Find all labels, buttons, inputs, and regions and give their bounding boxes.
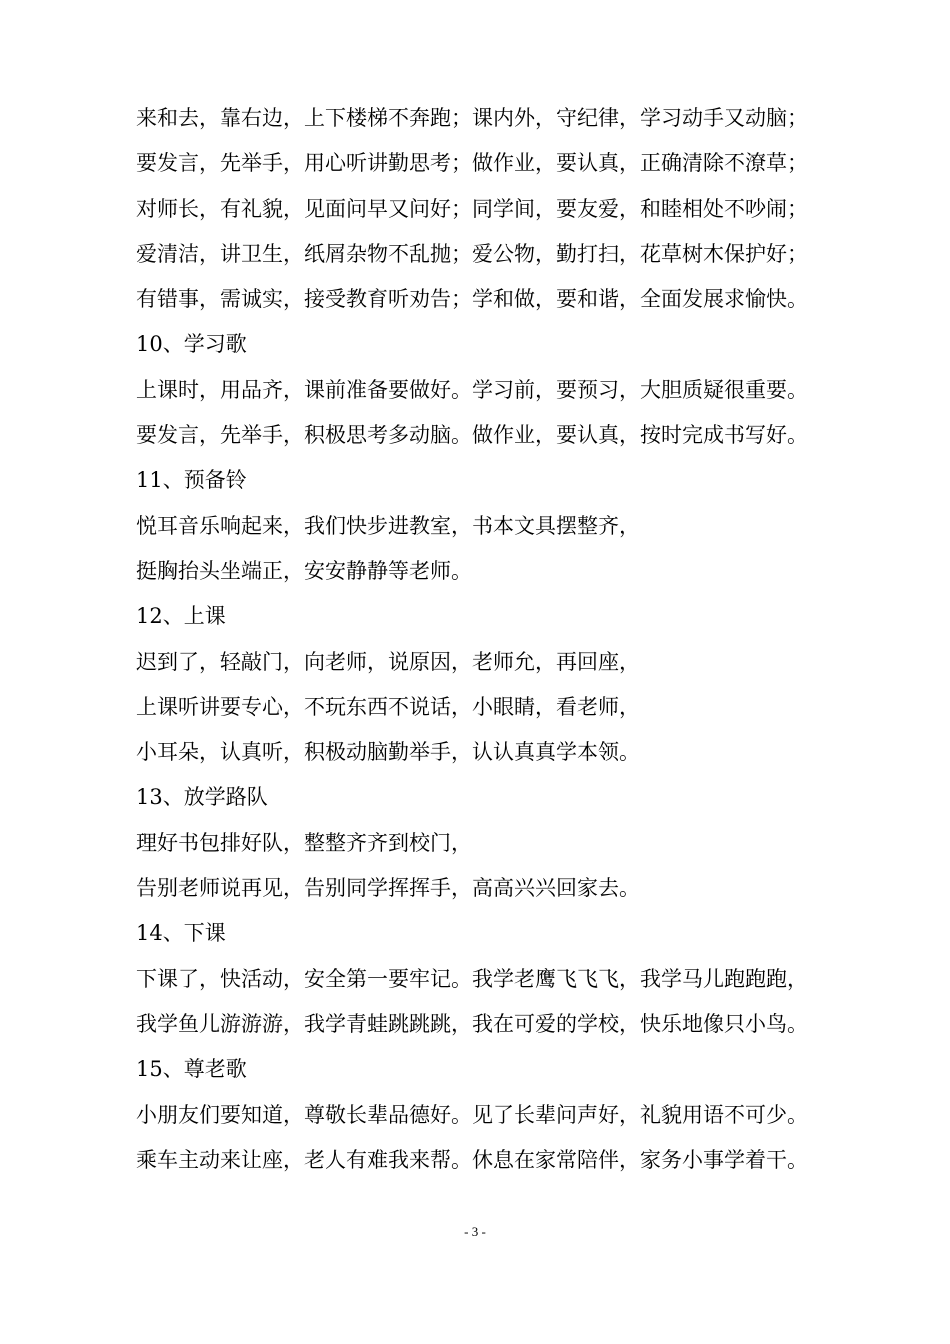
section-heading: 13、放学路队 xyxy=(136,785,268,810)
text-line: 上课听讲要专心，不玩东西不说话，小眼睛，看老师， xyxy=(136,694,640,719)
text-line: 来和去，靠右边，上下楼梯不奔跑；课内外，守纪律，学习动手又动脑； xyxy=(136,106,808,130)
text-line: 挺胸抬头坐端正，安安静静等老师。 xyxy=(136,558,472,583)
section-heading: 11、预备铃 xyxy=(136,468,247,493)
text-line: 悦耳音乐响起来，我们快步进教室，书本文具摆整齐， xyxy=(136,513,640,538)
text-line: 要发言，先举手，用心听讲勤思考；做作业，要认真，正确清除不潦草； xyxy=(136,151,808,176)
page-number: - 3 - xyxy=(464,1224,486,1239)
text-line: 迟到了，轻敲门，向老师，说原因，老师允，再回座， xyxy=(136,649,640,674)
text-line: 对师长，有礼貌，见面问早又问好；同学间，要友爱，和睦相处不吵闹； xyxy=(136,196,808,221)
section-heading: 12、上课 xyxy=(136,604,226,629)
text-line: 小朋友们要知道，尊敬长辈品德好。见了长辈问声好，礼貌用语不可少。 xyxy=(136,1102,808,1127)
text-line: 乘车主动来让座，老人有难我来帮。休息在家常陪伴，家务小事学着干。 xyxy=(136,1147,808,1172)
text-line: 小耳朵，认真听，积极动脑勤举手，认认真真学本领。 xyxy=(136,740,640,765)
text-line: 有错事，需诚实，接受教育听劝告；学和做，要和谐，全面发展求愉快。 xyxy=(136,287,808,312)
text-line: 爱清洁，讲卫生，纸屑杂物不乱抛；爱公物，勤打扫，花草树木保护好； xyxy=(136,241,808,266)
text-line: 理好书包排好队，整整齐齐到校门， xyxy=(136,830,472,855)
text-line: 告别老师说再见，告别同学挥挥手，高高兴兴回家去。 xyxy=(136,876,640,901)
section-heading: 10、学习歌 xyxy=(136,332,247,357)
text-line: 要发言，先举手，积极思考多动脑。做作业，要认真，按时完成书写好。 xyxy=(136,423,808,448)
section-heading: 15、尊老歌 xyxy=(136,1057,247,1082)
text-line: 下课了，快活动，安全第一要牢记。我学老鹰飞飞飞，我学马儿跑跑跑， xyxy=(136,966,808,991)
text-line: 上课时，用品齐，课前准备要做好。学习前，要预习，大胆质疑很重要。 xyxy=(136,377,808,402)
section-heading: 14、下课 xyxy=(136,921,226,946)
text-line: 我学鱼儿游游游，我学青蛙跳跳跳，我在可爱的学校，快乐地像只小鸟。 xyxy=(136,1011,808,1036)
document-body xyxy=(136,96,856,1183)
